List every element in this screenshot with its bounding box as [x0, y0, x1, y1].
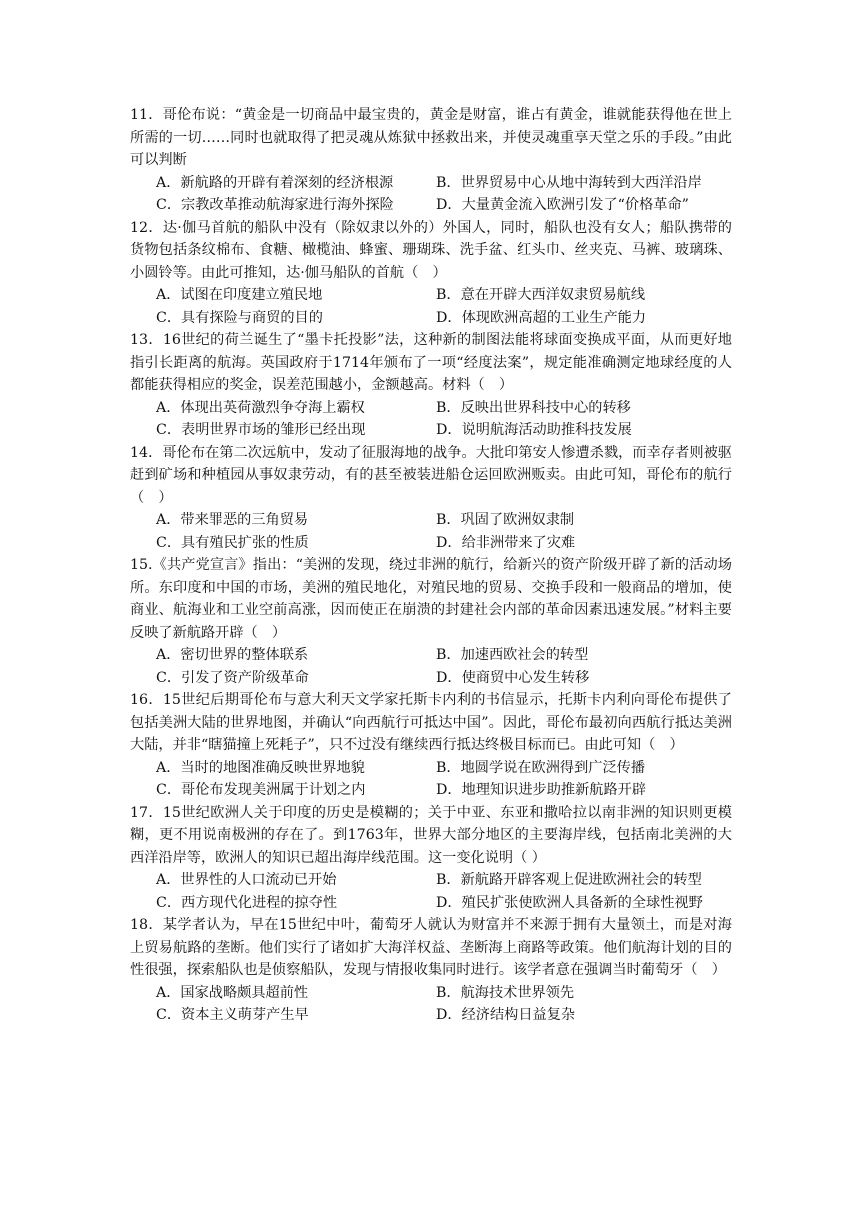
question-18: [130, 914, 732, 1027]
option-d[interactable]: D．给非洲带来了灾难: [436, 534, 576, 551]
question-15: [130, 554, 732, 689]
option-b[interactable]: B．地圆学说在欧洲得到广泛传播: [436, 759, 646, 776]
options: [130, 982, 732, 1027]
option-b[interactable]: B．世界贸易中心从地中海转到大西洋沿岸: [436, 174, 702, 191]
option-d[interactable]: D．地理知识进步助推新航路开辟: [436, 782, 647, 798]
option-c[interactable]: C．哥伦布发现美洲属于计划之内: [156, 782, 366, 798]
option-c[interactable]: C．具有探险与商贸的目的: [156, 309, 323, 326]
options: [130, 397, 732, 442]
option-b[interactable]: B．反映出世界科技中心的转移: [436, 399, 631, 416]
option-b[interactable]: B．加速西欧社会的转型: [436, 647, 589, 663]
option-b[interactable]: B．意在开辟大西洋奴隶贸易航线: [436, 287, 646, 303]
option-d[interactable]: D．殖民扩张使欧洲人具备新的全球性视野: [436, 894, 703, 911]
question-stem: 18．某学者认为，早在15世纪中叶，葡萄牙人就认为财富并不来源于拥有大量领土，而是对海上贸易航路的垄断。他们实行了诸如扩大海洋权益、垄断海上商路等政策。他们航海计划的目的性很强，探索船队也是侦察船队，发现与情报收集同时进行。该学者意在强调当时葡萄牙（ ）: [130, 917, 732, 978]
question-list: [130, 104, 732, 1027]
question-16: [130, 689, 732, 802]
option-a[interactable]: A．国家战略颇具超前性: [156, 984, 309, 1001]
option-a[interactable]: A．带来罪恶的三角贸易: [156, 512, 309, 528]
option-a[interactable]: A．试图在印度建立殖民地: [156, 287, 323, 303]
option-b[interactable]: B．巩固了欧洲奴隶制: [436, 512, 575, 528]
options: [130, 509, 732, 554]
option-c[interactable]: C．具有殖民扩张的性质: [156, 534, 309, 551]
question-17: [130, 802, 732, 915]
question-stem: 14．哥伦布在第二次远航中，发动了征服海地的战争。大批印第安人惨遭杀戮，而幸存者则被驱赶到矿场和种植园从事奴隶劳动，有的甚至被装进船仓运回欧洲贩卖。由此可知，哥伦布的航行（ ）: [130, 444, 732, 506]
option-d[interactable]: D．说明航海活动助推科技发展: [436, 422, 632, 438]
options: [130, 172, 732, 217]
option-b[interactable]: B．新航路开辟客观上促进欧洲社会的转型: [436, 872, 702, 888]
question-stem: 17．15世纪欧洲人关于印度的历史是模糊的；关于中亚、东亚和撒哈拉以南非洲的知识则更模糊，更不用说南极洲的存在了。到1763年，世界大部分地区的主要海岸线，包括南北美洲的大西洋沿岸等，欧洲人的知识已超出海岸线范围。这一变化说明（ ）: [130, 804, 732, 866]
option-a[interactable]: A．当时的地图准确反映世界地貌: [156, 759, 365, 776]
option-d[interactable]: D．经济结构日益复杂: [436, 1007, 576, 1023]
question-13: [130, 329, 732, 442]
options: [130, 869, 732, 914]
option-c[interactable]: C．引发了资产阶级革命: [156, 669, 309, 686]
question-stem: 11．哥伦布说：“黄金是一切商品中最宝贵的，黄金是财富，谁占有黄金，谁就能获得他在世上所需的一切……同时也就取得了把灵魂从炼狱中拯救出来，并使灵魂重享天堂之乐的手段。”由此可以判断: [130, 107, 732, 168]
option-c[interactable]: C．宗教改革推动航海家进行海外探险: [156, 197, 394, 213]
options: [130, 757, 732, 802]
question-12: [130, 217, 732, 330]
option-a[interactable]: A．密切世界的整体联系: [156, 647, 309, 663]
question-stem: 12．达·伽马首航的船队中没有（除奴隶以外的）外国人，同时，船队也没有女人；船队携带的货物包括条纹棉布、食糖、橄榄油、蜂蜜、珊瑚珠、洗手盆、红头巾、丝夹克、马裤、玻璃珠、小圆铃等。由此可推知，达·伽马船队的首航（ ）: [130, 219, 732, 281]
question-stem: 13．16世纪的荷兰诞生了“墨卡托投影”法，这种新的制图法能将球面变换成平面，从而更好地指引长距离的航海。英国政府于1714年颁布了一项“经度法案”，规定能准确测定地球经度的人都能获得相应的奖金，误差范围越小，金额越高。材料（ ）: [130, 332, 732, 393]
question-11: [130, 104, 732, 217]
options: [130, 644, 732, 689]
question-stem: 16．15世纪后期哥伦布与意大利天文学家托斯卡内利的书信显示，托斯卡内利向哥伦布提供了包括美洲大陆的世界地图，并确认“向西航行可抵达中国”。因此，哥伦布最初向西航行抵达美洲大陆，并非“瞎猫撞上死耗子”，只不过没有继续西行抵达终极目标而已。由此可知（ ）: [130, 692, 732, 753]
option-c[interactable]: C．西方现代化进程的掠夺性: [156, 894, 338, 911]
option-a[interactable]: A．新航路的开辟有着深刻的经济根源: [156, 174, 394, 191]
option-d[interactable]: D．使商贸中心发生转移: [436, 669, 590, 686]
option-a[interactable]: A．世界性的人口流动已开始: [156, 872, 337, 888]
option-c[interactable]: C．表明世界市场的雏形已经出现: [156, 422, 366, 438]
option-d[interactable]: D．体现欧洲高超的工业生产能力: [436, 309, 647, 326]
option-d[interactable]: D．大量黄金流入欧洲引发了“价格革命”: [436, 197, 689, 213]
option-a[interactable]: A．体现出英荷激烈争夺海上霸权: [156, 399, 365, 416]
question-stem: 15.《共产党宣言》指出：“美洲的发现，绕过非洲的航行，给新兴的资产阶级开辟了新的活动场所。东印度和中国的市场，美洲的殖民地化，对殖民地的贸易、交换手段和一般商品的增加，使商业、航海业和工业空前高涨，因而使正在崩溃的封建社会内部的革命因素迅速发展。”材料主要反映了新航路开辟（ ）: [130, 557, 732, 641]
question-14: [130, 442, 732, 555]
option-b[interactable]: B．航海技术世界领先: [436, 984, 575, 1001]
options: [130, 284, 732, 329]
option-c[interactable]: C．资本主义萌芽产生早: [156, 1007, 309, 1023]
